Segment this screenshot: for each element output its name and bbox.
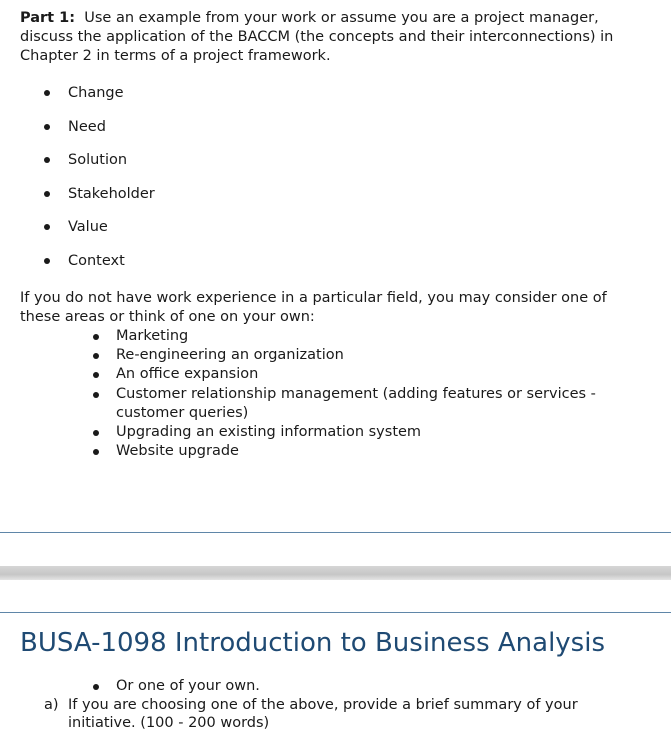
continued-item-label: Or one of your own.	[116, 678, 260, 694]
list-item	[0, 83, 155, 117]
course-title: BUSA-1098 Introduction to Business Analysis	[20, 628, 605, 658]
area-label: Customer relationship management (adding features or services - customer queries)	[116, 385, 596, 421]
bullet-icon	[93, 449, 99, 455]
header-divider	[0, 612, 671, 613]
concept-label: Value	[68, 219, 108, 236]
list-item	[0, 442, 596, 461]
concept-label: Stakeholder	[68, 185, 155, 202]
area-label: An office expansion	[116, 366, 259, 383]
area-label: Upgrading an existing information system	[116, 424, 422, 441]
list-item	[0, 677, 260, 696]
alternative-intro: If you do not have work experience in a particular field, you may consider one of these areas or think of one on your own:	[20, 290, 607, 325]
area-label: Re-engineering an organization	[116, 347, 344, 364]
list-item	[0, 217, 155, 251]
part1-label: Part 1:	[20, 10, 76, 26]
list-item	[0, 365, 596, 384]
continued-list	[0, 677, 260, 696]
baccm-concept-list	[0, 83, 155, 285]
list-item	[0, 251, 155, 285]
area-label: Marketing	[116, 328, 189, 344]
question-a	[44, 696, 604, 732]
question-marker: a)	[44, 697, 59, 713]
page-break-gap	[0, 566, 671, 580]
concept-label: Need	[68, 118, 106, 135]
list-item	[0, 117, 155, 151]
list-item	[0, 150, 155, 184]
bullet-icon	[93, 334, 99, 340]
bullet-icon	[44, 191, 50, 197]
list-item	[0, 327, 596, 346]
question-text: If you are choosing one of the above, provide a brief summary of your initiative. (100 - 200 words)	[68, 697, 578, 731]
concept-label: Solution	[68, 152, 128, 169]
bullet-icon	[93, 372, 99, 378]
list-item	[0, 184, 155, 218]
bullet-icon	[44, 258, 50, 264]
bullet-icon	[44, 124, 50, 130]
bullet-icon	[93, 392, 99, 398]
concept-label: Context	[68, 252, 125, 269]
bullet-icon	[44, 90, 50, 96]
list-item	[0, 423, 596, 442]
bullet-icon	[44, 157, 50, 163]
part1-prompt-text: Use an example from your work or assume you are a project manager, discuss the application of the BACCM (the concepts and their interconnections) in Chapter 2 in terms of a project framework.	[20, 10, 614, 64]
concept-label: Change	[68, 85, 124, 101]
bullet-icon	[93, 684, 99, 690]
area-label: Website upgrade	[116, 443, 239, 460]
list-item	[0, 346, 596, 365]
bullet-icon	[93, 353, 99, 359]
bullet-icon	[93, 430, 99, 436]
list-item	[0, 385, 596, 423]
bullet-icon	[44, 224, 50, 230]
footer-divider	[0, 532, 671, 533]
area-list	[0, 327, 596, 461]
part1-prompt	[20, 9, 650, 66]
